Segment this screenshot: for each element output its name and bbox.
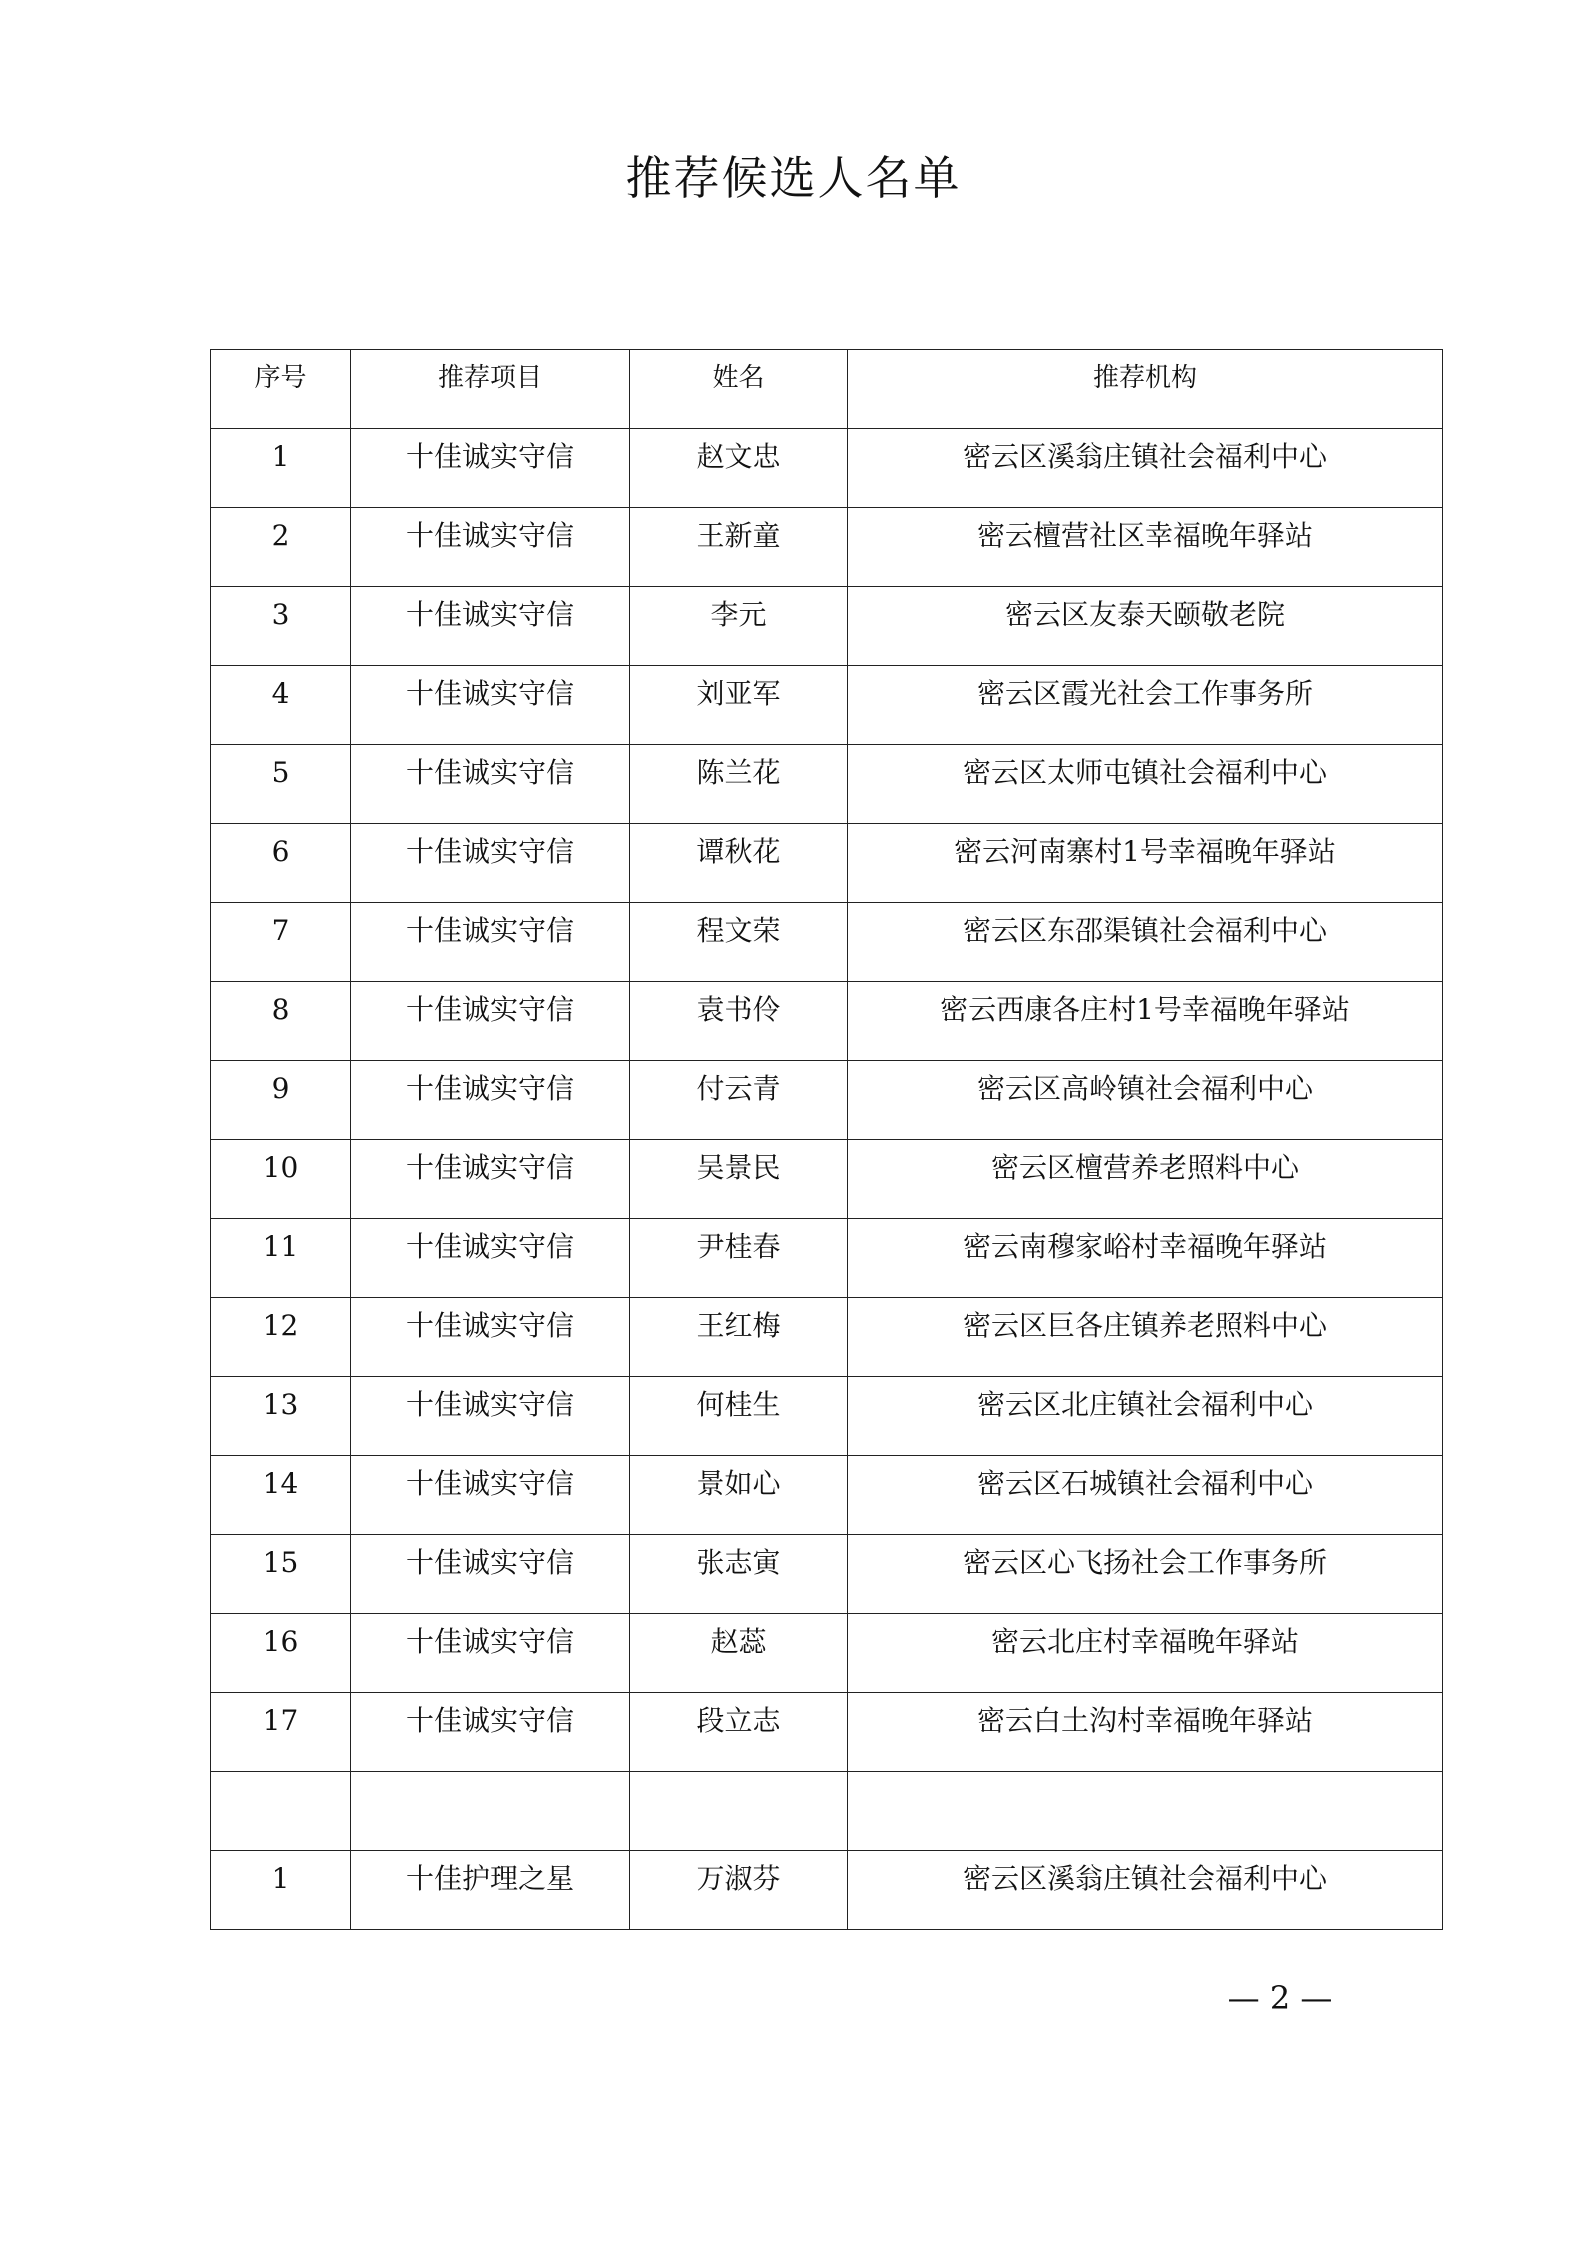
page-number: — 2 — <box>1227 1979 1333 2017</box>
table-header-row <box>211 350 1443 429</box>
table-row <box>211 1061 1443 1140</box>
cell-name: 赵文忠 <box>630 429 848 508</box>
cell-recommended-item: 十佳诚实守信 <box>351 982 630 1061</box>
cell-recommended-item: 十佳诚实守信 <box>351 1061 630 1140</box>
cell-serial-number: 10 <box>211 1140 351 1219</box>
table-row <box>211 1535 1443 1614</box>
header-serial-number: 序号 <box>211 350 351 429</box>
cell-recommended-item: 十佳诚实守信 <box>351 1219 630 1298</box>
cell-recommended-item: 十佳诚实守信 <box>351 824 630 903</box>
cell-serial-number: 6 <box>211 824 351 903</box>
table-row <box>211 1456 1443 1535</box>
cell-serial-number: 14 <box>211 1456 351 1535</box>
cell-name: 段立志 <box>630 1693 848 1772</box>
cell-serial-number: 2 <box>211 508 351 587</box>
cell-recommended-item: 十佳诚实守信 <box>351 1456 630 1535</box>
cell-serial-number <box>211 1772 351 1851</box>
cell-serial-number: 3 <box>211 587 351 666</box>
cell-organization: 密云区东邵渠镇社会福利中心 <box>848 903 1443 982</box>
cell-name: 尹桂春 <box>630 1219 848 1298</box>
cell-name: 陈兰花 <box>630 745 848 824</box>
cell-recommended-item: 十佳诚实守信 <box>351 587 630 666</box>
cell-organization: 密云区友泰天颐敬老院 <box>848 587 1443 666</box>
table-row <box>211 587 1443 666</box>
cell-name: 袁书伶 <box>630 982 848 1061</box>
cell-name: 李元 <box>630 587 848 666</box>
cell-name: 程文荣 <box>630 903 848 982</box>
cell-organization: 密云区溪翁庄镇社会福利中心 <box>848 1851 1443 1930</box>
cell-name: 王新童 <box>630 508 848 587</box>
cell-serial-number: 8 <box>211 982 351 1061</box>
cell-organization: 密云区石城镇社会福利中心 <box>848 1456 1443 1535</box>
table-row <box>211 745 1443 824</box>
table-row <box>211 1851 1443 1930</box>
cell-organization: 密云区心飞扬社会工作事务所 <box>848 1535 1443 1614</box>
table-row <box>211 1614 1443 1693</box>
cell-recommended-item: 十佳诚实守信 <box>351 1140 630 1219</box>
header-name: 姓名 <box>630 350 848 429</box>
table-row <box>211 1219 1443 1298</box>
cell-organization: 密云区北庄镇社会福利中心 <box>848 1377 1443 1456</box>
cell-serial-number: 17 <box>211 1693 351 1772</box>
cell-organization: 密云南穆家峪村幸福晚年驿站 <box>848 1219 1443 1298</box>
cell-organization: 密云区高岭镇社会福利中心 <box>848 1061 1443 1140</box>
table-row-blank <box>211 1772 1443 1851</box>
cell-serial-number: 1 <box>211 1851 351 1930</box>
cell-name: 何桂生 <box>630 1377 848 1456</box>
cell-name: 赵蕊 <box>630 1614 848 1693</box>
cell-organization: 密云区溪翁庄镇社会福利中心 <box>848 429 1443 508</box>
cell-recommended-item <box>351 1772 630 1851</box>
cell-serial-number: 13 <box>211 1377 351 1456</box>
cell-organization: 密云白土沟村幸福晚年驿站 <box>848 1693 1443 1772</box>
cell-recommended-item: 十佳诚实守信 <box>351 1377 630 1456</box>
cell-organization: 密云区檀营养老照料中心 <box>848 1140 1443 1219</box>
cell-recommended-item: 十佳诚实守信 <box>351 903 630 982</box>
table-row <box>211 903 1443 982</box>
cell-organization: 密云区霞光社会工作事务所 <box>848 666 1443 745</box>
cell-organization: 密云河南寨村1号幸福晚年驿站 <box>848 824 1443 903</box>
cell-name: 刘亚军 <box>630 666 848 745</box>
cell-organization: 密云区太师屯镇社会福利中心 <box>848 745 1443 824</box>
table-row <box>211 429 1443 508</box>
cell-serial-number: 1 <box>211 429 351 508</box>
cell-name: 万淑芬 <box>630 1851 848 1930</box>
cell-recommended-item: 十佳诚实守信 <box>351 745 630 824</box>
table-row <box>211 1377 1443 1456</box>
table-row <box>211 508 1443 587</box>
table-row <box>211 824 1443 903</box>
cell-serial-number: 5 <box>211 745 351 824</box>
cell-serial-number: 16 <box>211 1614 351 1693</box>
cell-organization <box>848 1772 1443 1851</box>
cell-recommended-item: 十佳诚实守信 <box>351 666 630 745</box>
cell-serial-number: 15 <box>211 1535 351 1614</box>
cell-name: 景如心 <box>630 1456 848 1535</box>
cell-name: 付云青 <box>630 1061 848 1140</box>
cell-recommended-item: 十佳诚实守信 <box>351 1614 630 1693</box>
table-row <box>211 1298 1443 1377</box>
cell-name: 张志寅 <box>630 1535 848 1614</box>
table-row <box>211 982 1443 1061</box>
cell-name: 谭秋花 <box>630 824 848 903</box>
header-recommending-organization: 推荐机构 <box>848 350 1443 429</box>
cell-organization: 密云西康各庄村1号幸福晚年驿站 <box>848 982 1443 1061</box>
cell-serial-number: 12 <box>211 1298 351 1377</box>
header-recommended-item: 推荐项目 <box>351 350 630 429</box>
cell-organization: 密云檀营社区幸福晚年驿站 <box>848 508 1443 587</box>
table-row <box>211 666 1443 745</box>
table-row <box>211 1140 1443 1219</box>
candidate-table <box>210 349 1443 1930</box>
cell-serial-number: 11 <box>211 1219 351 1298</box>
cell-name: 王红梅 <box>630 1298 848 1377</box>
cell-serial-number: 4 <box>211 666 351 745</box>
cell-recommended-item: 十佳诚实守信 <box>351 1298 630 1377</box>
cell-recommended-item: 十佳诚实守信 <box>351 1693 630 1772</box>
cell-organization: 密云区巨各庄镇养老照料中心 <box>848 1298 1443 1377</box>
cell-name <box>630 1772 848 1851</box>
cell-organization: 密云北庄村幸福晚年驿站 <box>848 1614 1443 1693</box>
cell-recommended-item: 十佳诚实守信 <box>351 508 630 587</box>
cell-serial-number: 7 <box>211 903 351 982</box>
cell-recommended-item: 十佳诚实守信 <box>351 429 630 508</box>
page-title: 推荐候选人名单 <box>625 151 962 205</box>
cell-recommended-item: 十佳诚实守信 <box>351 1535 630 1614</box>
cell-serial-number: 9 <box>211 1061 351 1140</box>
table-row <box>211 1693 1443 1772</box>
cell-recommended-item: 十佳护理之星 <box>351 1851 630 1930</box>
cell-name: 吴景民 <box>630 1140 848 1219</box>
